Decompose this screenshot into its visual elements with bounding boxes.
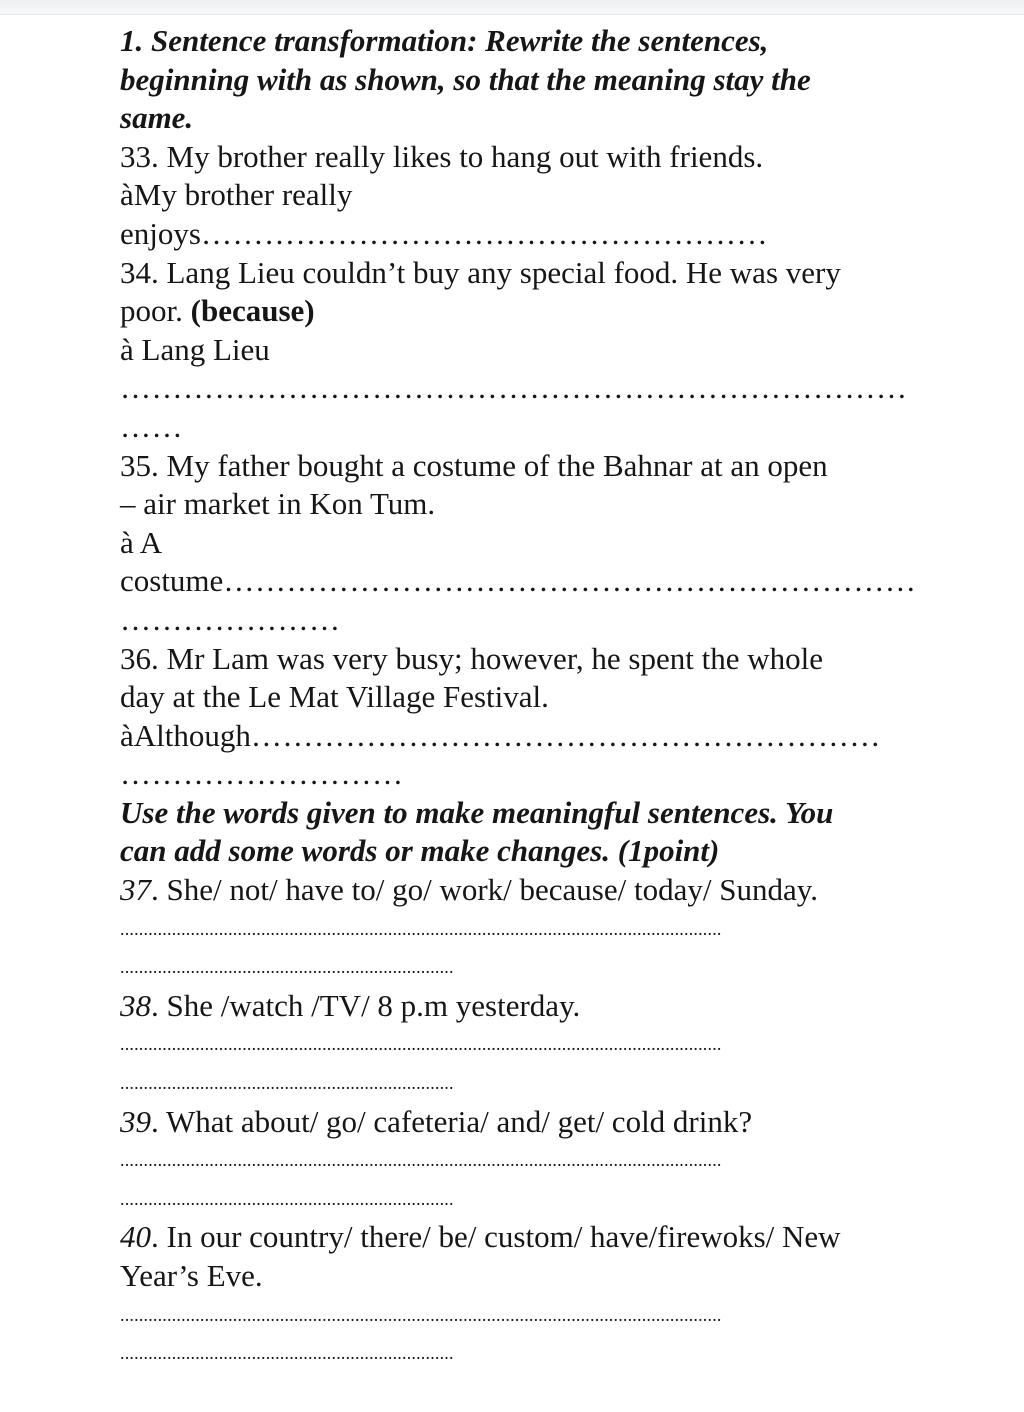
section1-heading-line2: beginning with as shown, so that the meaning stay the <box>120 61 811 97</box>
question-33-prompt-word: enjoys <box>120 215 201 251</box>
question-36-prompt: àAlthough <box>120 717 251 753</box>
question-40 <box>120 1218 910 1257</box>
question-38 <box>120 987 910 1026</box>
page-top-edge <box>0 0 1024 15</box>
question-number: 39 <box>120 1103 151 1139</box>
question-35-line2: – air market in Kon Tum. <box>120 486 436 522</box>
section2-heading: Use the words given to make meaningful sentences. You <box>120 794 834 830</box>
section1-heading: 1. Sentence transformation: Rewrite the sentences, <box>120 23 769 58</box>
question-37 <box>120 871 910 910</box>
question-36-answer-line2[interactable]: ……………………… <box>120 756 404 792</box>
question-37-answer-line[interactable]: ................................................................................................................................ <box>120 918 722 939</box>
question-number: 37 <box>120 872 151 908</box>
question-34-answer-line2[interactable]: …… <box>120 408 183 444</box>
question-text: . In our country/ there/ be/ custom/ have/firewoks/ New <box>151 1219 841 1255</box>
question-35-answer-line2[interactable]: ………………… <box>120 601 341 637</box>
section2-heading-line2: can add some words or make changes. (1point) <box>120 833 720 869</box>
question-35: 35. My father bought a costume of the Bahnar at an open <box>120 447 828 483</box>
answer-dots: …………………………………………………… <box>250 717 881 753</box>
question-39-answer-line[interactable]: ................................................................................................................................ <box>120 1150 722 1171</box>
question-35-answer-line[interactable] <box>120 562 917 601</box>
question-40-answer-line2[interactable]: ....................................................................... <box>120 1343 454 1364</box>
question-39-answer-line2[interactable]: ....................................................................... <box>120 1188 454 1209</box>
question-34-hint: (because) <box>190 293 315 329</box>
question-33: 33. My brother really likes to hang out with friends. <box>120 138 764 174</box>
question-37-answer-line2[interactable]: ....................................................................... <box>120 957 454 978</box>
question-34-answer-line[interactable]: ………………………………………………………………… <box>120 370 908 406</box>
worksheet-page <box>120 22 917 1373</box>
question-34-line2 <box>120 292 910 331</box>
question-34-text: poor. <box>120 293 191 329</box>
question-35-prompt: à A <box>120 524 163 560</box>
question-33-prompt: àMy brother really <box>120 177 353 213</box>
question-39 <box>120 1103 910 1142</box>
question-40-answer-line[interactable]: ................................................................................................................................ <box>120 1304 722 1325</box>
answer-dots: ………………………………………………………… <box>223 563 917 599</box>
question-35-prompt-word: costume <box>120 563 224 599</box>
question-text: . She/ not/ have to/ go/ work/ because/ today/ Sunday. <box>151 872 818 908</box>
section1-heading-line3: same. <box>120 100 194 136</box>
question-38-answer-line[interactable]: ................................................................................................................................ <box>120 1034 722 1055</box>
question-number: 40 <box>120 1219 151 1255</box>
question-40-line2: Year’s Eve. <box>120 1258 263 1293</box>
question-text: . She /watch /TV/ 8 p.m yesterday. <box>151 987 581 1023</box>
question-number: 38 <box>120 987 151 1023</box>
question-38-answer-line2[interactable]: ....................................................................... <box>120 1073 454 1094</box>
question-34-prompt: à Lang Lieu <box>120 331 270 367</box>
question-36: 36. Mr Lam was very busy; however, he spent the whole <box>120 640 823 676</box>
question-36-answer-line[interactable] <box>120 717 910 756</box>
question-33-answer-line[interactable] <box>120 215 910 254</box>
answer-dots: ……………………………………………… <box>200 215 768 251</box>
question-36-line2: day at the Le Mat Village Festival. <box>120 679 549 715</box>
question-34: 34. Lang Lieu couldn’t buy any special food. He was very <box>120 254 841 290</box>
question-text: . What about/ go/ cafeteria/ and/ get/ cold drink? <box>151 1103 753 1139</box>
